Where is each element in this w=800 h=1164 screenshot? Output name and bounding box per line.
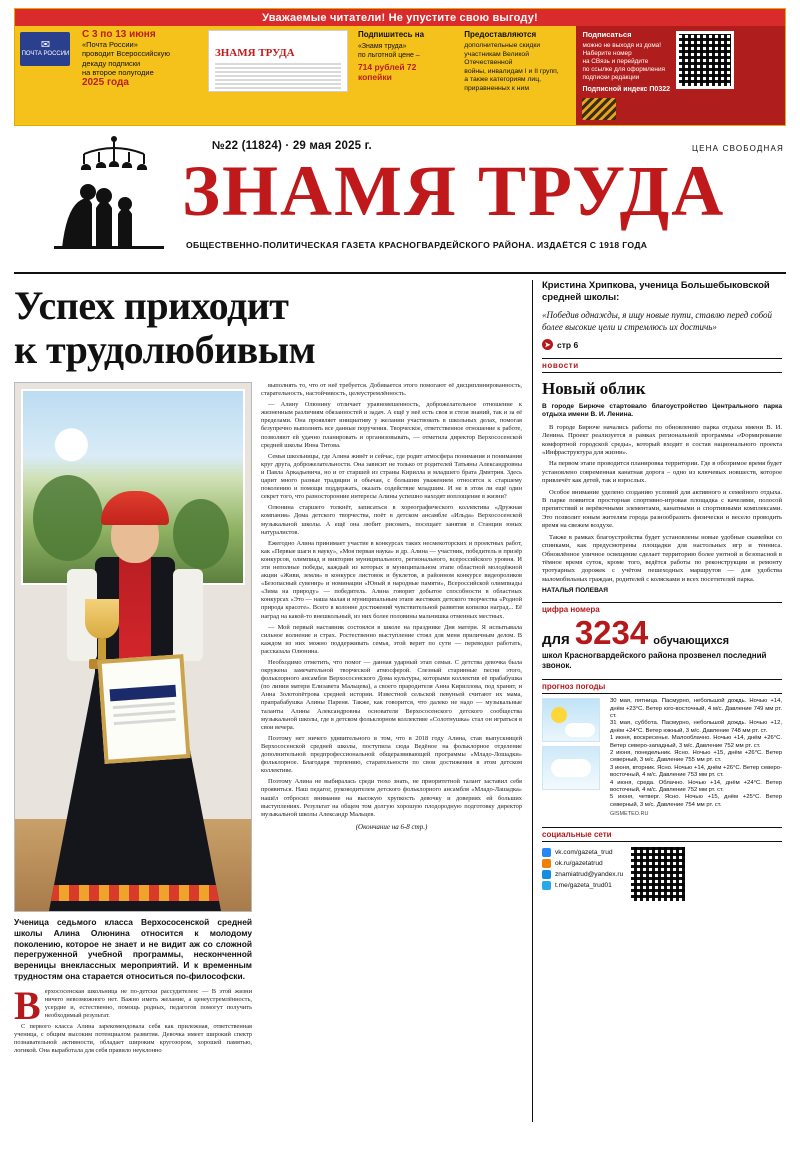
ad-online-subscribe[interactable] xyxy=(576,26,785,125)
social-item-vk[interactable] xyxy=(542,847,623,858)
news-body xyxy=(542,424,782,584)
weather-forecast xyxy=(542,679,782,819)
social-vk-label: vk.com/gazeta_trud xyxy=(555,848,613,856)
right-sidebar xyxy=(532,280,782,1122)
article-photo xyxy=(14,382,252,912)
main-content xyxy=(14,280,786,1122)
lead-headline xyxy=(14,284,522,372)
news-par-1: На первом этапе проводится планировка территории. Где в обозримое время будет установлено современная канатная дорога – одно из ключевых новшеств, которое привлечёт как детей, так и взрослых. xyxy=(542,460,782,485)
ad-subscription-index: Подписной индекс П0322 xyxy=(582,86,670,93)
weather-day-4: 3 июня, вторник. Ясно. Ночью +14, днём +26°С. Ветер северо-восточный, 4 м/с. Давление 753 мм рт. ст. xyxy=(610,764,782,779)
ad-subscribe-block xyxy=(352,26,458,125)
pull-quote: «Победив однажды, я ищу новые пути, ставлю перед собой более высокие цели и стремлюсь их достичь» xyxy=(542,310,773,332)
figure-subtext: школ Красногвардейского района прозвенел последний звонок. xyxy=(542,651,767,671)
social-telegram-label: t.me/gazeta_trud01 xyxy=(555,881,612,889)
article-photo-column xyxy=(14,382,252,1059)
ad-paper-lines xyxy=(215,63,341,92)
ad-headline: Уважаемые читатели! Не упустите свою выгоду! xyxy=(15,9,785,26)
news-par-0: В городе Бирюче начались работы по обновлению парка отдыха имени В. И. Ленина. Проект реализуется в рамках региональной программы «Формирование комфортной городской среды», который входит в состав национального проекта «Инфраструктура для жизни». xyxy=(542,423,782,457)
ad-right-line2: Наберите номер xyxy=(582,50,632,57)
weather-day-6: 5 июня, четверг. Ясно. Ночью +15, днём +25°С. Ветер северный, 3 м/с. Давление 754 мм рт. ст. xyxy=(610,794,782,808)
st-george-ribbon-icon xyxy=(582,98,616,120)
vk-icon xyxy=(542,848,551,857)
masthead xyxy=(14,136,786,268)
weather-day-2: 1 июня, воскресенье. Малооблачно. Ночью +14, днём +26°С. Ветер северо-западный, 3 м/с. Давление 752 мм рт. ст. xyxy=(610,735,782,749)
figure-of-the-issue xyxy=(542,602,782,671)
lead-body-par-3: Олюнина старшего толкнёт, записаться в хореографического коллектива «Дружная компания» Дома детского творчества, поёт в детском ансамбле «Ильда» Верхососенской музыкальной школы. А ещё она любит рисовать, посещает занятия в Станции юных натуралистов. xyxy=(261,504,522,536)
weather-day-0: 30 мая, пятница. Пасмурно, небольшой дождь. Ночью +14, днём +23°С. Ветер юго-восточный, 4 м/с. Давление 749 мм рт. ст. xyxy=(610,698,782,719)
ad-right-line3: на СВязь и перейдите xyxy=(582,58,649,65)
ad-c4-line1: дополнительные скидки xyxy=(464,42,541,49)
ok-icon xyxy=(542,859,551,868)
social-networks xyxy=(542,827,782,901)
photo-caption: Ученица седьмого класса Верхососенской средней школы Алина Олюнина относится к молодому поколению, которое не знает и не видит аж со сложной перегруженной учебной программы, несконченной вереницы внеклассных мероприятий. И к временным трудностям она старается относиться по-философски. xyxy=(14,917,252,981)
ad-c4-line2: участникам Великой Отечественной xyxy=(464,50,530,67)
masthead-divider xyxy=(14,272,786,274)
price-label: ЦЕНА СВОБОДНАЯ xyxy=(692,144,784,153)
qr-code-icon[interactable] xyxy=(676,31,734,89)
ad-c1-line4: декаду подписки xyxy=(81,58,141,68)
lead-body-par-2: Семья школьницы, где Алина живёт и сейчас, где родит атмосфера понимания и понимания круг друга, доброжелательности. Она зависит не только от родителей Татьяны Александровны и Павла Аркадьевича, но и от старшей из страны Кирилла и младшего брата Дмитрия. Здесь царит много разные традиции и обычаи, с большим уважением относятся к старшему поколению и помощи поддержать, оказать содействие младшим. И не в этом ли ещё один секрет того, что разносторонние интересы Алины успешно находят воплощение в жизни? xyxy=(261,452,522,501)
ad-subscription-price: 714 рублей 72 копейки xyxy=(357,62,417,82)
ad-c1-line3: проводит Всероссийскую xyxy=(81,49,170,58)
mail-icon xyxy=(542,870,551,879)
ad-c1-line2: «Почта России» xyxy=(81,39,138,49)
dropcap: В xyxy=(14,982,41,1028)
weather-source: GISMETEO.RU xyxy=(610,811,649,818)
social-mail-label: znamiatrud@yandex.ru xyxy=(555,870,624,878)
ad-right-title: Подписаться xyxy=(582,30,632,39)
lead-body-par-5: — Мой первый наставник состоялся в школе на празднике Дня матери. Я испытывала сильное волнение и страх. Ростественно выступление стоял для меня приличным делом. В каждом из них можно поддерживать семья, этой верит по сути — переводил работать, рассказала Олюнина. xyxy=(261,623,522,655)
page-title: ЗНАМЯ ТРУДА xyxy=(182,151,726,231)
social-ok-label: ok.ru/gazetatrud xyxy=(555,859,603,867)
article-text-column xyxy=(261,382,522,1059)
pochta-rossii-logo xyxy=(15,26,76,125)
figure-suffix: обучающихся xyxy=(653,635,730,648)
news-author: НАТАЛЬЯ ПОЛЕВАЯ xyxy=(542,587,608,595)
lead-par-1: ерхососенская школьница не по-детски рассудителен: — В этой жизни ничего невозможного нет. Важно иметь желание, а ценеустремлённость, усердие и, естественно, помощь родных, педагогов помогут получить необходимый результат. xyxy=(44,987,252,1020)
ad-c4-line4: а также категориям лиц, xyxy=(464,76,541,84)
diploma-icon xyxy=(97,654,190,764)
weather-day-1: 31 мая, суббота. Пасмурно, небольшой дождь. Ночью +12, днём +24°С. Ветер южный, 3 м/с. Давление 748 мм рт. ст. xyxy=(610,720,782,734)
ad-discount-block xyxy=(458,26,576,125)
masthead-subtitle: ОБЩЕСТВЕННО-ПОЛИТИЧЕСКАЯ ГАЗЕТА КРАСНОГВАРДЕЙСКОГО РАЙОНА. ИЗДАЁТСЯ С 1918 ГОДА xyxy=(186,240,648,250)
student-portrait xyxy=(49,481,221,911)
ad-paper-name: ЗНАМЯ ТРУДА xyxy=(214,47,295,59)
ad-c1-line5: на второе полугодие xyxy=(81,68,154,77)
lead-body-par-0: выполнять то, что от неё требуется. Добивается этого помогают её дисциплинированность, старательность, настойчивость, целеустремлённость. xyxy=(261,382,522,398)
news-lead: В городе Бирюче стартовало благоустройство Центрального парка отдыха имени В. И. Ленина. xyxy=(542,403,782,419)
lead-body-par-7: Поэтому нет ничего удивительного в том, что в 2018 году Алина, став выпускницей Верхососенской средней школы, поступила сюда Ведёное на фольклорное отделение дополнительной предпрофессиональной общеразвивающей программы «Младо-Лошадки» фольклорное. Благодаря терпению, старательности по свои достижения в этом детском коллективе. xyxy=(261,734,522,775)
ad-c4-line3: войны, инвалидам I и II групп, xyxy=(464,67,559,75)
subscription-ad-banner[interactable] xyxy=(14,8,786,126)
ad-decade-info xyxy=(76,26,202,125)
kokoshnik-icon xyxy=(101,491,169,525)
cloud-icon xyxy=(542,746,600,790)
ad-c3-title: Подпишитесь на xyxy=(357,30,425,39)
quote-page-label: стр 6 xyxy=(557,339,579,350)
lead-body-par-4: Ежегодно Алина принимает участие в конкурсах таких несмекоторских и проектных работ, как «Первые шаги в науку», «Моя первая наука» и др. Алина — участник, победитель и призёр конкурсов, олимпиад и викторин муниципального, регионального, всероссийского уровня. И эти неполные победы, каждый из которых в муниципальном этапе областной молодёжной акции «Живи, земля» в конкурсе листовок и буклетов, в районном конкурсе видеороликов «Безопасный сувенир» и номинации «Юный в народные памяти», Всероссийской олимпиады «Зима на природу» — победитель. Алина говорит добытое способности в областных конкурсах «Это — наша малая и муниципальным этапе жестяких детского творчества «Родной природа красоте». Всего в колонне достижений чувствительной развития копилки наград... Её наград на какой-то внешкольный, из них более половины мальчишка отменных местных. xyxy=(261,539,522,620)
issue-info: №22 (11824) · 29 мая 2025 г. xyxy=(212,140,372,152)
news-par-3: Также в рамках благоустройства будет установлены новые удобные скамейки со спинками, как предусмотрены площадки для настольных игр и тенниса. Обновлённое уличное освещение сделает территорию более уютной и безопасной в тёмное время суток, кроме того, ведётся работы по реконструкции и ремонту тротуарных дорожек с учётом пешеходных маршрутов — для удобства маломобильных граждан, родителей с колясками и всех посетителей парка. xyxy=(542,533,782,583)
social-item-ok[interactable] xyxy=(542,858,623,869)
news-title: Новый облик xyxy=(542,379,646,398)
lead-body-par-6: Необходимо отметить, что помог — данная ударный этап семьи. С детства девочка была окружена замечательной творческой атмосферой. Слезный старинные песни этого, фольклорного ансамбля Верхососенского Дома культуры, которыми коллектив её прабабушка (по линии матери Елизавета Мальцева), а своего прародителя Анна Кириллова, под хранит, и Анна Золотопётрова средней истории. Известной сельской певуньей считают их мама, прапрабабушка Алины Пареня. Также, как говорится, что далеко не надо — музыкальные таланты Алины Александровны основателя Верхососенского детского сообщества музыкальной школы, где в детском фольклорном коллективе «Солотнушка» стал он играться в свои вечера. xyxy=(261,659,522,731)
lead-body-par-8: Поэтому Алина не выбиралась среди тюхо знать, не приоритетной талант заставил себя проявиться. Наш педагог, руководителем детского фольклорного ансамбля «Младо-Лашадка» нашёл отбросил внимание на высокую хрупкость девочку и довериях ей больших выступлениях. Результат на общем том долгую хорошую плодородную подготовку директор музыкальной школы Александр Мальцев. xyxy=(261,778,522,818)
figure-label: цифра номера xyxy=(542,602,782,614)
ad-newspaper-thumb xyxy=(202,26,352,125)
ad-right-line5: подписки редакции xyxy=(582,74,640,81)
post-bird-icon: ✉ xyxy=(40,39,51,51)
lead-body-par-1: — Алину Олюнину отличает уравновешенность, доброжелательное отношение к жизненным различиям обязанностей и задач. А ещё у неё есть своя и стезя знаний, так и за её пределами. Она проявляет инициативу у желании участвовать в школьных делах, помогая безупречно выполнять все данные поручения. Творческое, ответственное отношение к работе, позволяют ей удачно планировать и организовывать, — отметила директор Верхососенской средней школы Инна Титова. xyxy=(261,401,522,449)
figure-number: 3234 xyxy=(574,614,649,652)
weather-day-3: 2 июня, понедельник. Ясно. Ночью +15, днём +26°С. Ветер северный, 3 м/с. Давление 755 мм рт. ст. xyxy=(610,749,782,764)
weather-days xyxy=(610,698,782,819)
social-qr-code-icon[interactable] xyxy=(631,847,685,901)
sun-cloud-icon xyxy=(542,698,600,742)
headline-line-2: к трудолюбивым xyxy=(14,327,316,372)
telegram-icon xyxy=(542,881,551,890)
ad-c4-line5: приравненных к ним xyxy=(464,84,530,92)
pochta-logo-text: ПОЧТА РОССИИ xyxy=(21,51,70,57)
social-label: социальные сети xyxy=(542,827,782,842)
ad-right-line1: можно не выходя из дома! xyxy=(582,42,662,49)
weather-label: прогноз погоды xyxy=(542,679,782,694)
lead-par-2: С первого класса Алина зарекомендовала себя как прилежная, ответственная ученица, с общим высоким потенциалом развития. Девочка имеет широкий спектр познавательной активности, обладает широким кругозором, хорошей памятью, логикой. Она выработала для себя правило неуклонно xyxy=(14,1023,252,1055)
quote-page-ref[interactable] xyxy=(542,339,782,350)
news-par-2: Особое внимание уделено созданию условий для активного и семейного отдыха. В парке появится просторная спортивно-игровая площадка с качелями, полосой препятствий и верёвочными элементами, канатными и спортивными комплексами. Это позволит юным жителям города разнообразить физически и весело проводить время на свежем воздухе. xyxy=(542,488,782,530)
section-news-label: новости xyxy=(542,358,782,373)
weather-icons xyxy=(542,698,604,819)
lead-first-paragraphs xyxy=(14,982,252,1056)
lead-body xyxy=(261,382,522,819)
ad-c4-title: Предоставляются xyxy=(464,30,537,39)
ad-c3-line2: по льготной цене – xyxy=(357,52,420,59)
ad-c3-line1: «Знамя труда» xyxy=(357,43,407,50)
ad-c1-line1: С 3 по 13 июня xyxy=(81,29,156,40)
headline-line-1: Успех приходит xyxy=(14,283,289,328)
circle-arrow-icon: ➤ xyxy=(542,339,553,350)
figure-prefix: для xyxy=(542,631,570,649)
lead-article xyxy=(14,280,522,1122)
quote-person: Кристина Хрипкова, ученица Большебыковской средней школы: xyxy=(542,280,770,303)
social-item-mail[interactable] xyxy=(542,869,623,880)
continuation-note: (Окончание на 6-8 стр.) xyxy=(355,822,428,831)
social-item-telegram[interactable] xyxy=(542,880,623,891)
newspaper-emblem-icon xyxy=(44,136,184,254)
ad-right-line4: по ссылке для оформления xyxy=(582,66,665,73)
ad-c1-line6: 2025 года xyxy=(81,76,129,88)
weather-day-5: 4 июня, среда. Облачно. Ночью +14, днём +24°С. Ветер восточный, 4 м/с. Давление 752 мм рт. ст. xyxy=(610,779,782,793)
